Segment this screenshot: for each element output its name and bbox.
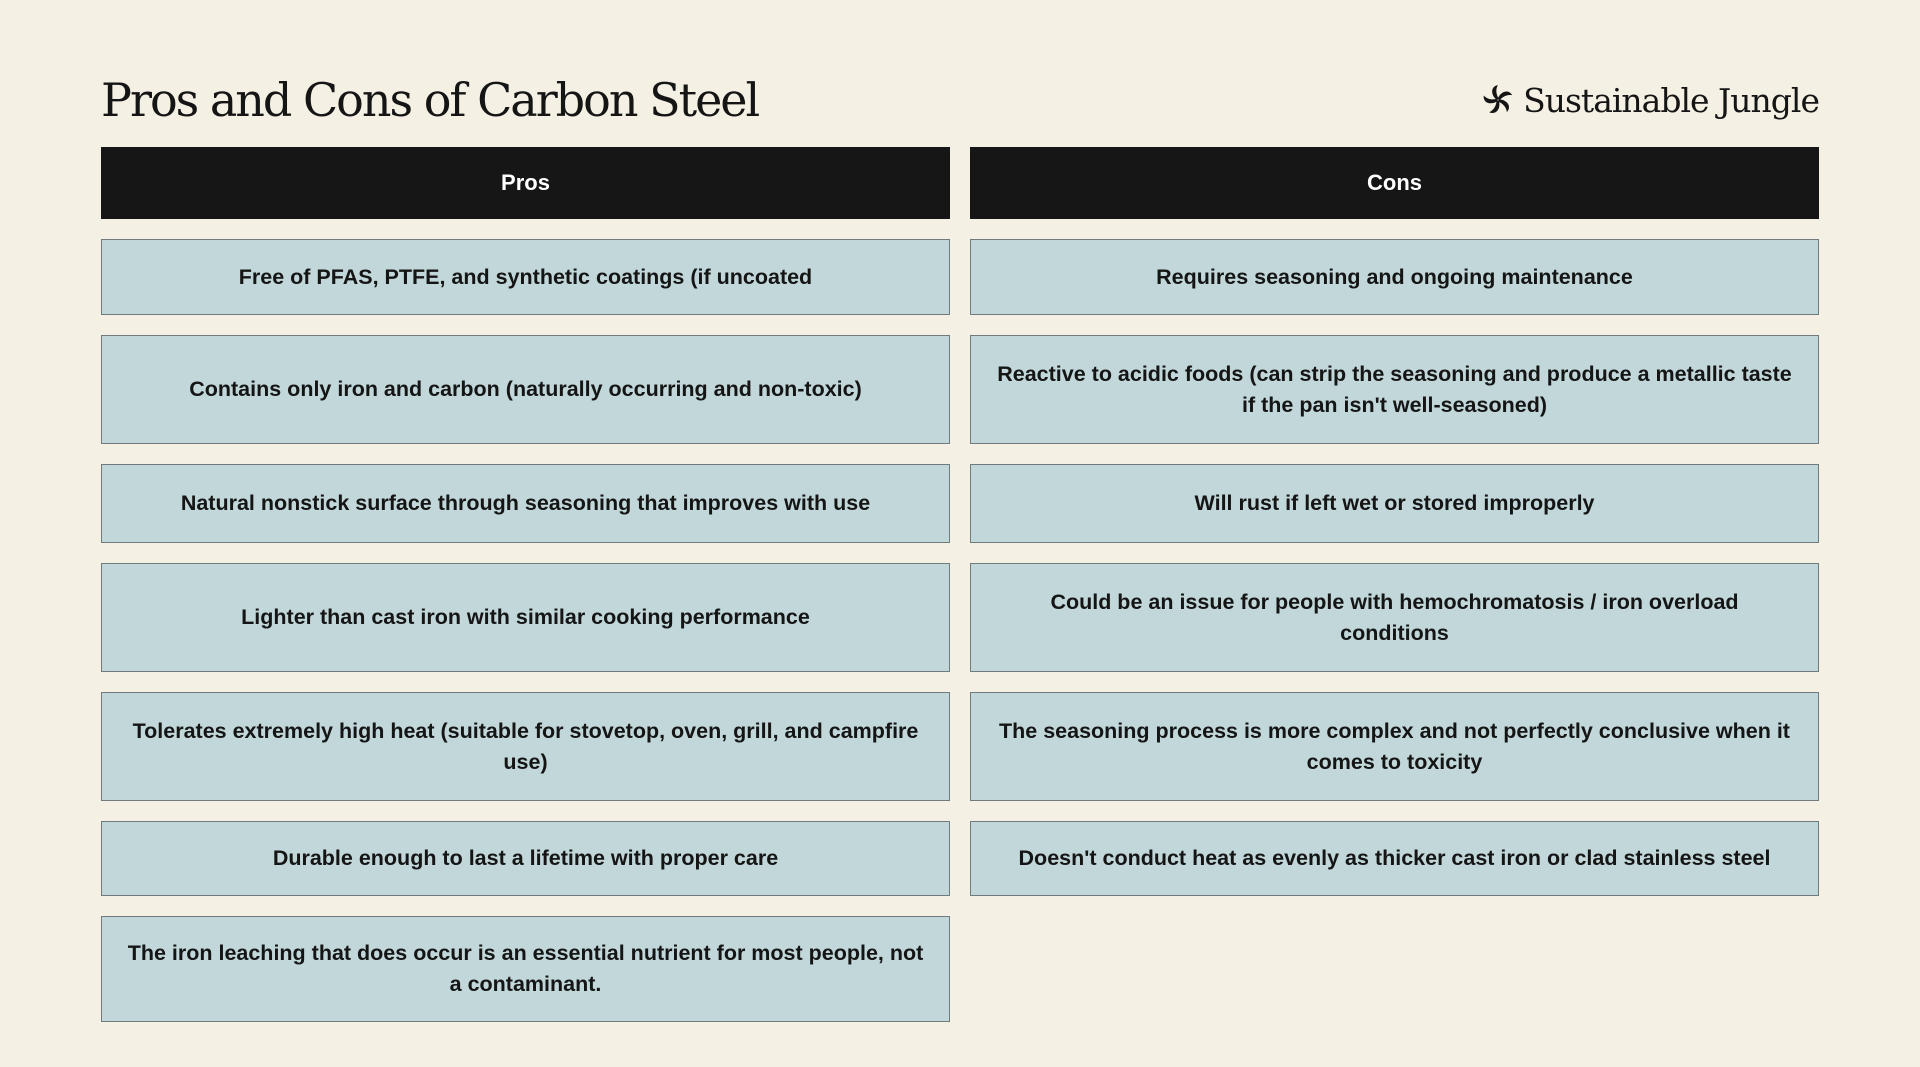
pro-item: Free of PFAS, PTFE, and synthetic coatings (if uncoated: [101, 239, 950, 315]
pros-column-header: Pros: [101, 147, 950, 219]
pro-item: Durable enough to last a lifetime with proper care: [101, 821, 950, 896]
con-item: The seasoning process is more complex and not perfectly conclusive when it comes to toxicity: [970, 692, 1819, 801]
page-title: Pros and Cons of Carbon Steel: [101, 73, 759, 127]
pinwheel-logo-icon: [1479, 81, 1517, 119]
pro-item: Natural nonstick surface through seasoning that improves with use: [101, 464, 950, 543]
pro-item: Contains only iron and carbon (naturally occurring and non-toxic): [101, 335, 950, 444]
brand-name: Sustainable Jungle: [1523, 80, 1819, 120]
pro-item: Lighter than cast iron with similar cooking performance: [101, 563, 950, 672]
pros-cons-table: [101, 147, 1819, 1022]
con-item: Reactive to acidic foods (can strip the seasoning and produce a metallic taste if the pan isn't well-seasoned): [970, 335, 1819, 444]
pro-item: Tolerates extremely high heat (suitable for stovetop, oven, grill, and campfire use): [101, 692, 950, 801]
con-item: Will rust if left wet or stored improperly: [970, 464, 1819, 543]
con-item: Could be an issue for people with hemochromatosis / iron overload conditions: [970, 563, 1819, 672]
con-item: Requires seasoning and ongoing maintenance: [970, 239, 1819, 315]
brand: [1479, 81, 1819, 119]
pro-item: The iron leaching that does occur is an essential nutrient for most people, not a contaminant.: [101, 916, 950, 1022]
page-header: [101, 0, 1819, 147]
con-item: Doesn't conduct heat as evenly as thicker cast iron or clad stainless steel: [970, 821, 1819, 896]
cons-column-header: Cons: [970, 147, 1819, 219]
